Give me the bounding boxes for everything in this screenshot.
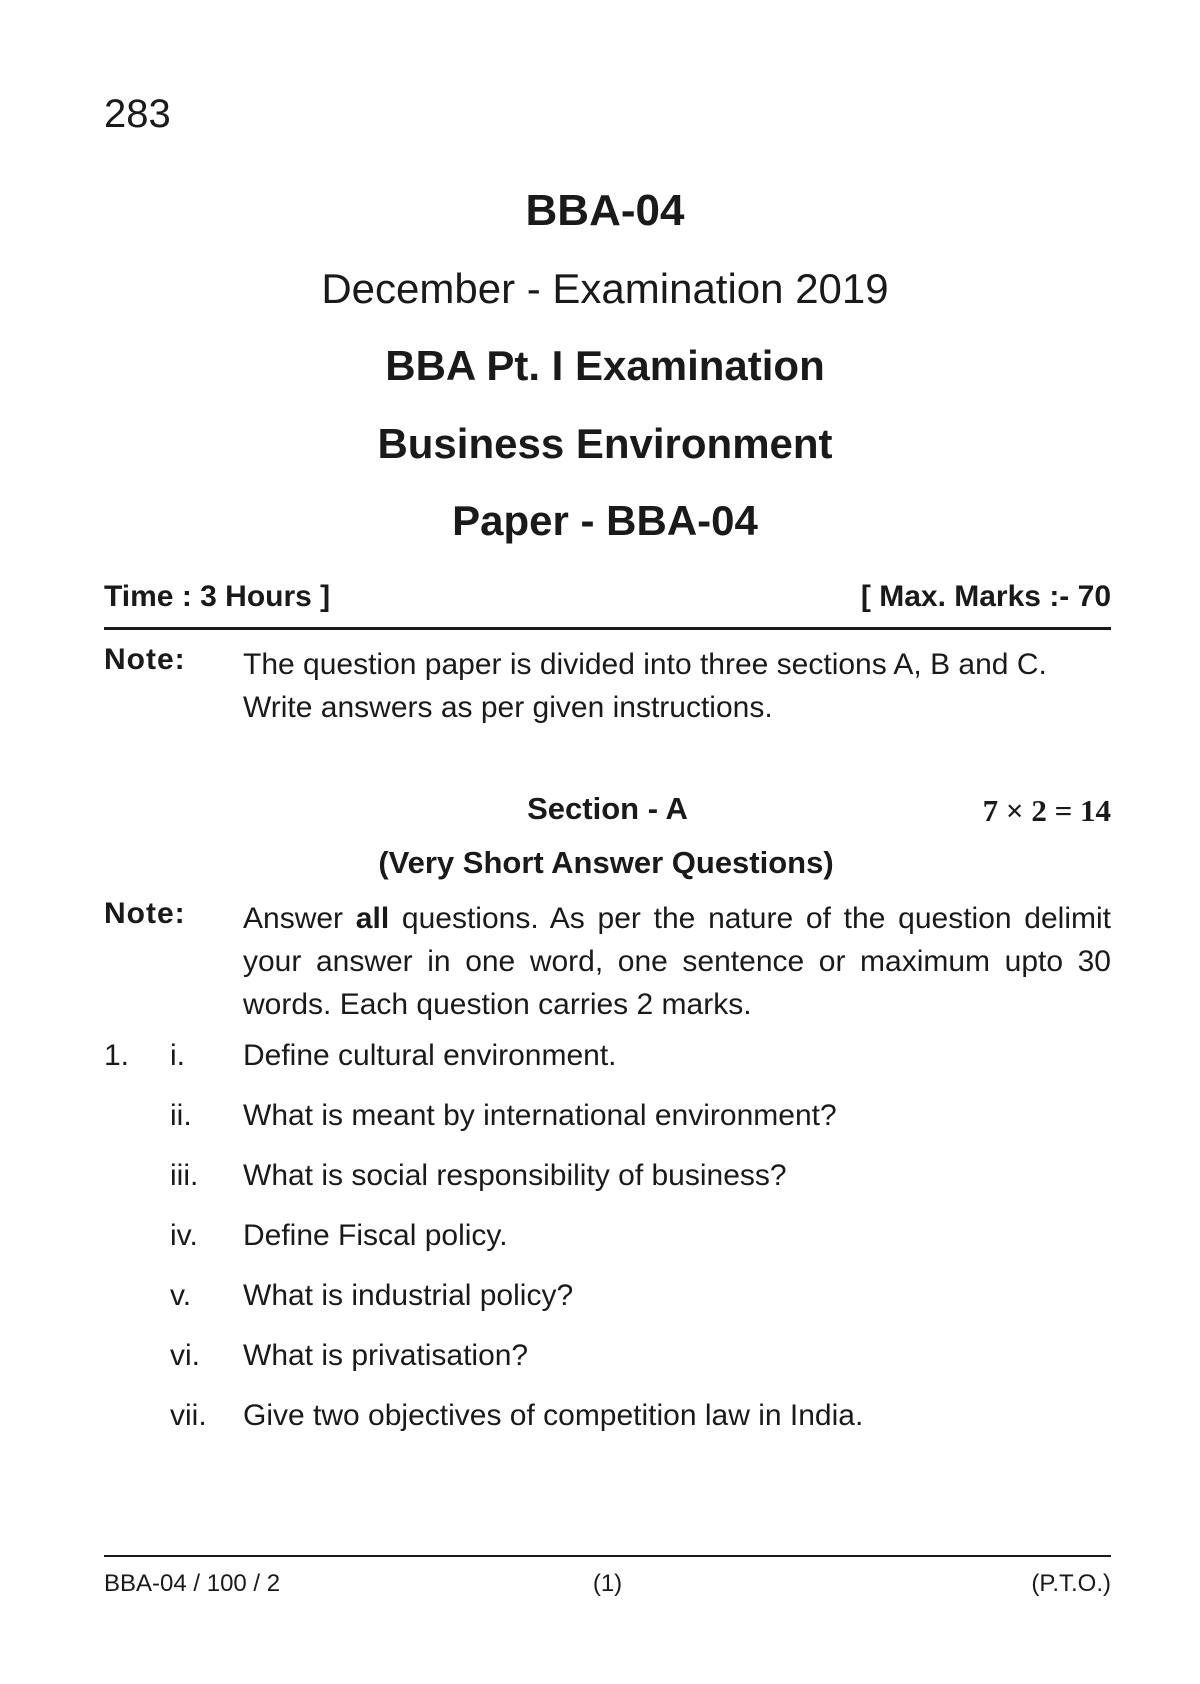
- emphasis-all: all: [355, 902, 390, 935]
- footer-divider: [104, 1555, 1111, 1557]
- question-text: Define cultural environment.: [243, 1039, 617, 1072]
- subject-title: Business Environment: [377, 420, 833, 467]
- question-roman: vi.: [170, 1339, 200, 1372]
- question-roman: iv.: [170, 1219, 198, 1252]
- footer-pto: (P.T.O.): [1031, 1570, 1111, 1597]
- exam-session: December - Examination 2019: [321, 265, 889, 312]
- question-roman: i.: [170, 1039, 185, 1072]
- question-roman: ii.: [170, 1099, 192, 1132]
- header-divider: [104, 627, 1111, 630]
- page-serial-number: 283: [104, 92, 171, 136]
- question-text: What is meant by international environment?: [243, 1099, 837, 1132]
- question-roman: vii.: [170, 1399, 207, 1432]
- section-a-marks: 7 × 2 = 14: [982, 793, 1111, 828]
- paper-title: Paper - BBA-04: [452, 497, 758, 544]
- exam-name: BBA Pt. I Examination: [385, 342, 825, 389]
- question-number: 1.: [104, 1039, 130, 1072]
- section-a-title: Section - A: [527, 791, 688, 826]
- general-note-text: The question paper is divided into three sections A, B and C. Write answers as per given instructions.: [243, 648, 1047, 724]
- max-marks: [ Max. Marks :- 70: [860, 580, 1111, 613]
- question-text: Give two objectives of competition law in India.: [243, 1399, 864, 1432]
- footer-page-number: (1): [592, 1570, 623, 1597]
- question-text: Define Fiscal policy.: [243, 1219, 508, 1252]
- section-note-label: Note:: [104, 897, 186, 930]
- question-text: What is social responsibility of business?: [243, 1159, 787, 1192]
- time-allowed: Time : 3 Hours ]: [104, 580, 331, 613]
- section-note-text: Answer all questions. As per the nature of the question delimit your answer in one word, one sentence or maximum upto 30 words. Each question carries 2 marks.: [243, 902, 1112, 1021]
- question-roman: iii.: [170, 1159, 199, 1192]
- question-text: What is privatisation?: [243, 1339, 529, 1372]
- section-a-subtitle: (Very Short Answer Questions): [378, 845, 834, 880]
- footer-code: BBA-04 / 100 / 2: [104, 1570, 281, 1597]
- time-marks-row: [104, 580, 1111, 614]
- question-roman: v.: [170, 1279, 192, 1312]
- paper-code-title: BBA-04: [525, 186, 685, 235]
- note-label: Note:: [104, 643, 186, 676]
- question-text: What is industrial policy?: [243, 1279, 574, 1312]
